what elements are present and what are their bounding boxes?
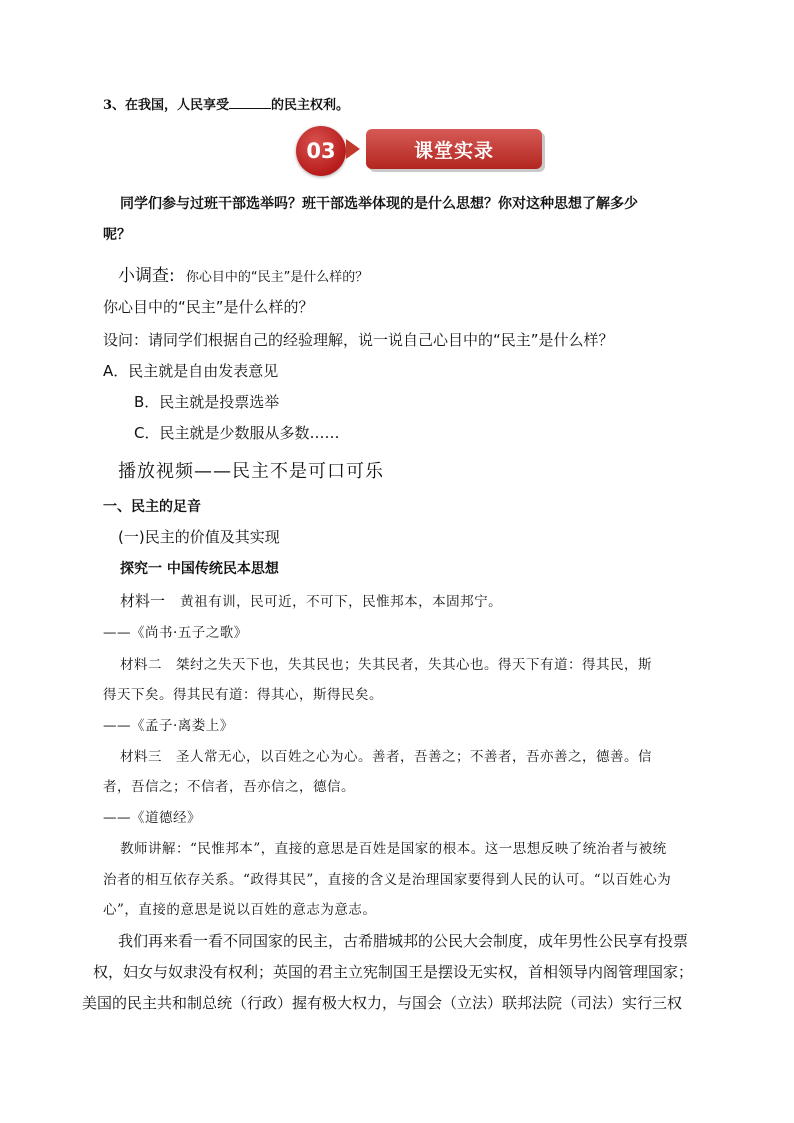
material-2-line-1: 材料二 桀纣之失天下也，失其民也；失其民者，失其心也。得天下有道：得其民，斯 — [120, 657, 652, 673]
teacher-line-3: 心”，直接的意思是说以百姓的意志为意志。 — [103, 902, 377, 918]
material-3-line-1: 材料三 圣人常无心，以百姓之心为心。善者，吾善之；不善者，吾亦善之，德善。信 — [120, 749, 652, 765]
section-1-title: 一、民主的足音 — [103, 499, 201, 515]
section-1-subtitle: (一)民主的价值及其实现 — [118, 528, 280, 546]
survey-label: 小调查: — [118, 266, 175, 286]
material-2-source: ——《孟子·离娄上》 — [103, 718, 234, 734]
intro-line-1: 同学们参与过班干部选举吗？班干部选举体现的是什么思想？你对这种思想了解多少 — [120, 196, 638, 212]
intro-line-2: 呢？ — [103, 227, 131, 243]
closing-line-2: 权，妇女与奴隶没有权利；英国的君主立宪制国王是摆设无实权，首相领导内阁管理国家； — [93, 963, 694, 981]
banner-arrow-icon — [346, 139, 360, 159]
teacher-line-1: 教师讲解：“民惟邦本”，直接的意思是百姓是国家的根本。这一思想反映了统治者与被统 — [120, 841, 667, 857]
material-1-label: 材料一 — [120, 592, 166, 610]
closing-line-3: 美国的民主共和制总统（行政）握有极大权力，与国会（立法）联邦法院（司法）实行三权 — [82, 994, 683, 1012]
option-c: C．民主就是少数服从多数…… — [134, 424, 340, 442]
material-2-line-2: 得天下矣。得其民有道：得其心，斯得民矣。 — [103, 687, 383, 703]
material-1-text: 黄祖有训，民可近，不可下，民惟邦本，本固邦宁。 — [180, 594, 503, 610]
question-3-blank — [229, 96, 271, 109]
material-1 — [120, 590, 502, 611]
video-heading: 播放视频——民主不是可口可乐 — [118, 461, 384, 482]
material-3-source: ——《道德经》 — [103, 810, 201, 826]
survey-repeat: 你心目中的“民主”是什么样的？ — [103, 298, 314, 316]
section-title-banner: 课堂实录 — [366, 129, 542, 169]
question-3-suffix: 的民主权利。 — [271, 98, 350, 113]
survey-prompt: 设问：请同学们根据自己的经验理解，说一说自己心目中的“民主”是什么样？ — [103, 331, 614, 349]
question-3 — [103, 94, 349, 113]
option-a: A．民主就是自由发表意见 — [103, 362, 279, 380]
option-b: B．民主就是投票选举 — [134, 393, 280, 411]
inquiry-title: 探究一 中国传统民本思想 — [120, 561, 279, 577]
survey-question: 你心目中的“民主”是什么样的？ — [185, 270, 369, 285]
closing-line-1: 我们再来看一看不同国家的民主，古希腊城邦的公民大会制度，成年男性公民享有投票 — [118, 932, 689, 950]
survey-heading — [118, 261, 368, 286]
material-3-line-2: 者，吾信之；不信者，吾亦信之，德信。 — [103, 779, 355, 795]
section-number-badge: 03 — [296, 126, 346, 176]
question-3-prefix: 3、在我国，人民享受 — [103, 98, 230, 113]
material-1-source: ——《尚书·五子之歌》 — [103, 625, 248, 641]
teacher-line-2: 治者的相互依存关系。“政得其民”，直接的含义是治理国家要得到人民的认可。“以百姓心为 — [103, 872, 672, 888]
